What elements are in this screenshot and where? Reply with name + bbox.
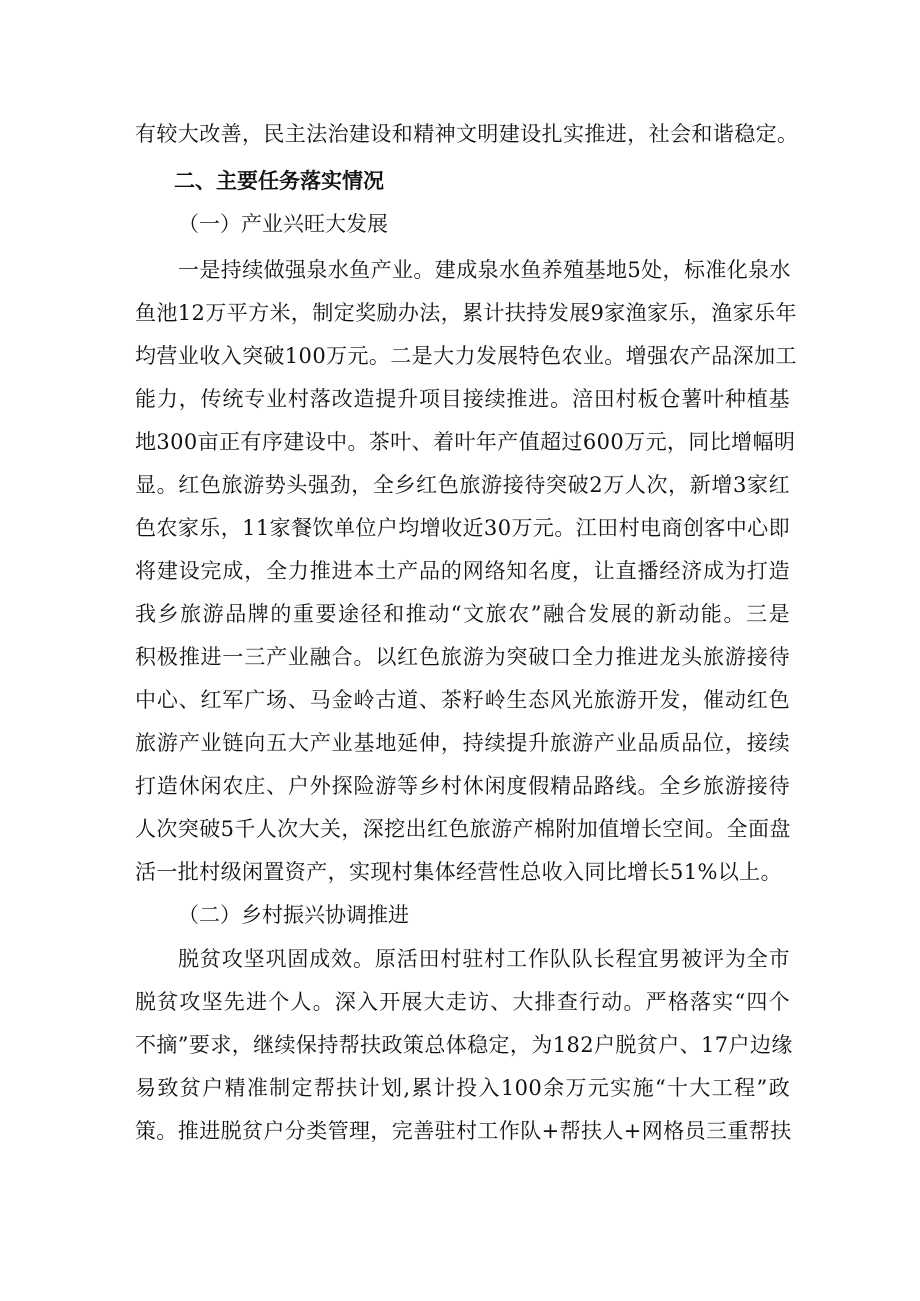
paragraph-1-line: 将建设完成，全力推进本土产品的网络知名度，让直播经济成为打造: [135, 559, 790, 583]
paragraph-1-line: 打造休闲农庄、户外探险游等乡村休闲度假精品路线。全乡旅游接待: [135, 774, 790, 798]
paragraph-1-line: 人次突破5千人次大关，深挖出红色旅游产棉附加值增长空间。全面盘: [135, 817, 791, 841]
paragraph-1-line: 中心、红军广场、马金岭古道、茶籽岭生态风光旅游开发，催动红色: [135, 688, 790, 712]
paragraph-1-line: 一是持续做强泉水鱼产业。建成泉水鱼养殖基地5处，标准化泉水: [178, 258, 791, 282]
paragraph-1-line: 色农家乐，11家餐饮单位户均增收近30万元。江田村电商创客中心即: [135, 516, 790, 540]
section-heading: 二、主要任务落实情况: [174, 169, 384, 193]
paragraph-1-line: 鱼池12万平方米，制定奖励办法，累计扶持发展9家渔家乐，渔家乐年: [135, 301, 797, 325]
intro-line: 有较大改善，民主法治建设和精神文明建设扎实推进，社会和谐稳定。: [135, 122, 799, 146]
subsection-1-title: （一）产业兴旺大发展: [178, 212, 388, 236]
paragraph-2-line: 策。推进脱贫户分类管理，完善驻村工作队+帮扶人+网格员三重帮扶: [135, 1119, 792, 1143]
paragraph-1-line: 均营业收入突破100万元。二是大力发展特色农业。增强农产品深加工: [135, 344, 797, 368]
subsection-2-title: （二）乡村振兴协调推进: [178, 903, 409, 927]
paragraph-1-line: 活一批村级闲置资产，实现村集体经营性总收入同比增长51%以上。: [135, 860, 783, 884]
paragraph-1-line: 能力，传统专业村落改造提升项目接续推进。涪田村板仓薯叶种植基: [135, 387, 790, 411]
paragraph-1-line: 积极推进一三产业融合。以红色旅游为突破口全力推进龙头旅游接待: [135, 645, 790, 669]
paragraph-1-line: 地300亩正有序建设中。茶叶、着叶年产值超过600万元，同比增幅明: [135, 430, 796, 454]
paragraph-1-line: 显。红色旅游势头强劲，全乡红色旅游接待突破2万人次，新增3家红: [135, 473, 790, 497]
paragraph-2-line: 不摘”要求，继续保持帮扶政策总体稳定，为182户脱贫户、17户边缘: [135, 1033, 793, 1057]
paragraph-2-line: 易致贫户精准制定帮扶计划,累计投入100余万元实施“十大工程”政: [135, 1076, 790, 1100]
paragraph-1-line: 我乡旅游品牌的重要途径和推动“文旅农”融合发展的新动能。三是: [135, 602, 790, 626]
paragraph-2-line: 脱贫攻坚巩固成效。原活田村驻村工作队队长程宜男被评为全市: [178, 947, 790, 971]
paragraph-2-line: 脱贫攻坚先进个人。深入开展大走访、大排查行动。严格落实“四个: [135, 990, 790, 1014]
paragraph-1-line: 旅游产业链向五大产业基地延伸，持续提升旅游产业品质品位，接续: [135, 731, 790, 755]
